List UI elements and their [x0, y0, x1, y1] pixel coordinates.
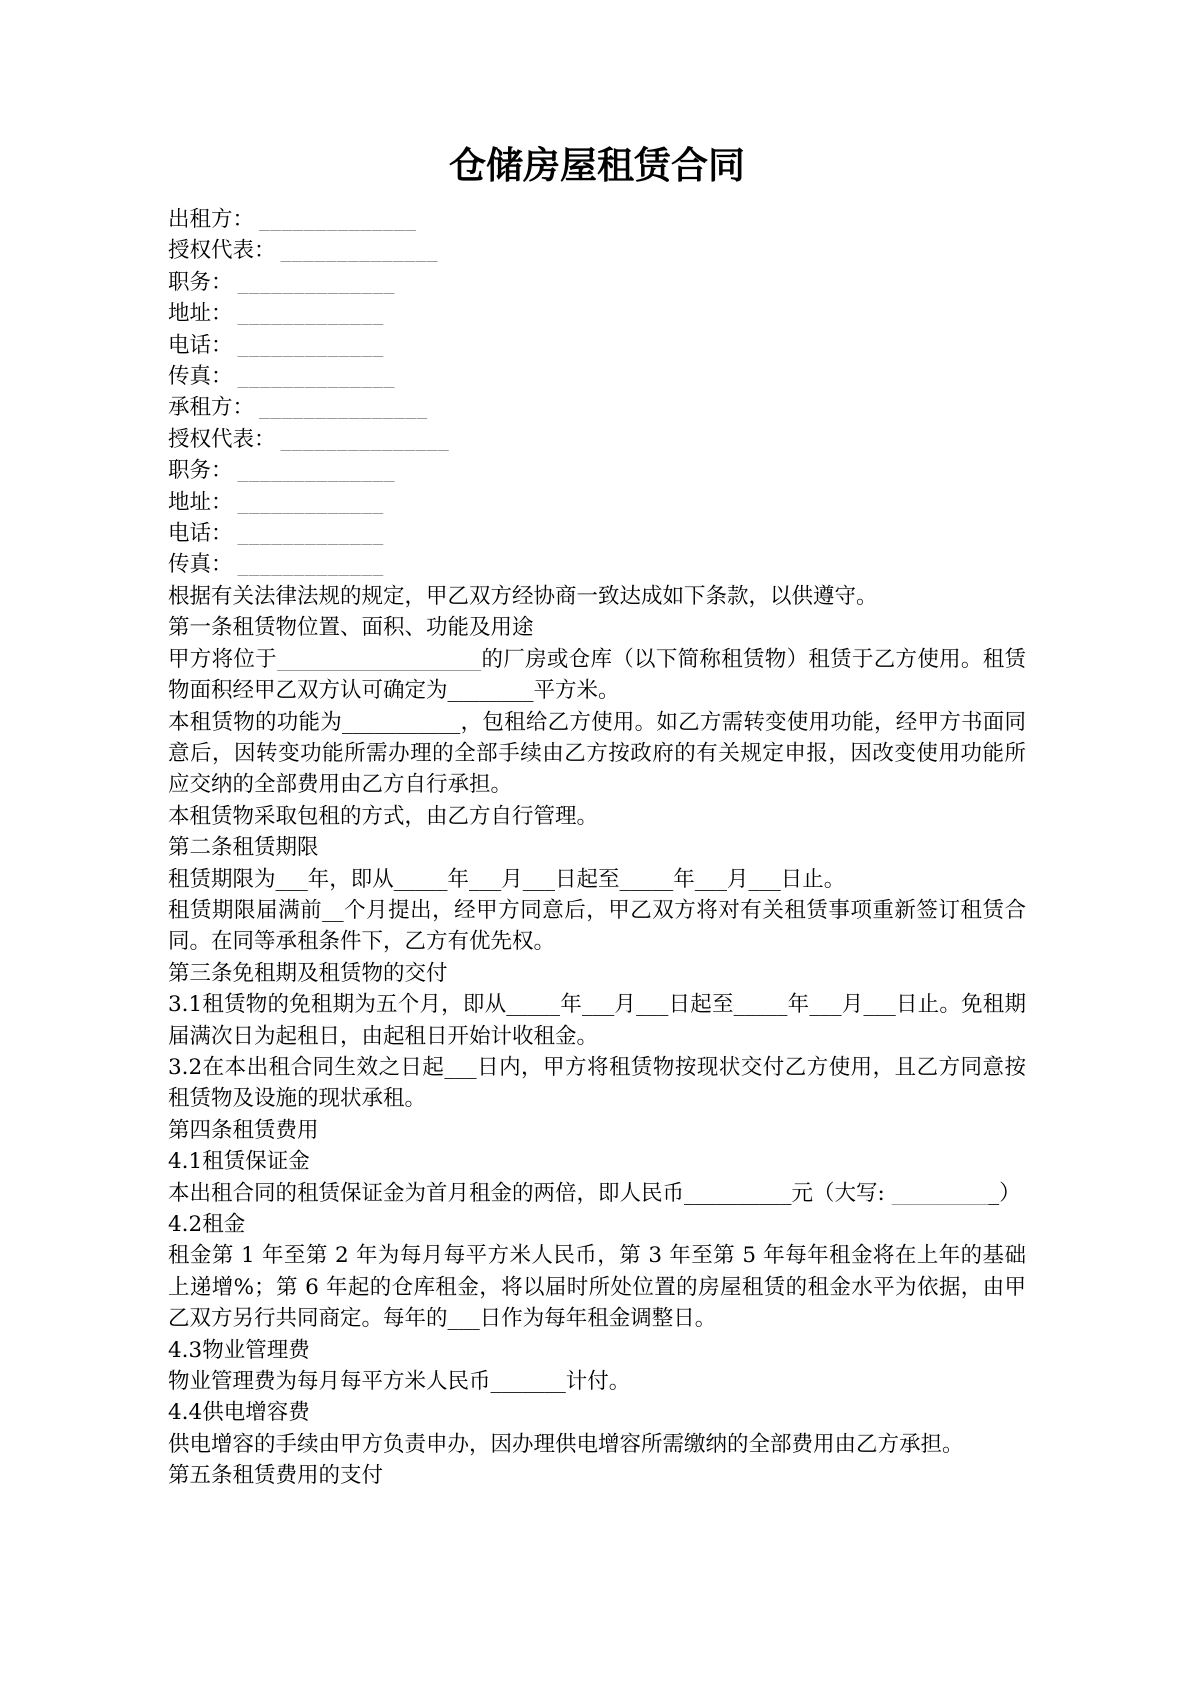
amount-words-blank-line: _________ — [891, 1180, 989, 1206]
field-blank-line: _____________ — [237, 521, 384, 547]
party-fields — [168, 204, 1026, 581]
article4-4-paragraph-power-fee: 供电增容的手续由甲方负责申办，因办理供电增容所需缴纳的全部费用由乙方承担。 — [168, 1431, 964, 1457]
field-label: 电话： — [168, 521, 233, 547]
location-blank-line: ___________________ — [276, 646, 482, 672]
field-row-lessee-address — [168, 487, 1026, 518]
paragraph-text: _） — [988, 1180, 1021, 1206]
field-blank-line: _____________ — [237, 332, 384, 358]
intro-paragraph: 根据有关法律法规的规定，甲乙双方经协商一致达成如下条款，以供遵守。 — [168, 583, 878, 609]
article2-paragraph-renewal: 租赁期限届满前__个月提出，经甲方同意后，甲乙双方将对有关租赁事项重新签订租赁合同。在同等承租条件下，乙方有优先权。 — [168, 897, 1026, 955]
field-blank-line: ______________ — [259, 207, 417, 232]
field-row-lessor-representative — [168, 235, 1026, 266]
field-label: 授权代表： — [168, 426, 276, 452]
field-label: 职务： — [168, 458, 233, 484]
field-row-lessor-fax — [168, 361, 1026, 392]
field-label: 地址： — [168, 301, 233, 327]
field-label: 职务： — [168, 269, 233, 295]
field-row-lessee-position — [168, 455, 1026, 486]
field-label: 承租方： — [168, 395, 255, 421]
article4-4-heading: 4.4供电增容费 — [168, 1400, 310, 1426]
article3-heading: 第三条免租期及租赁物的交付 — [168, 960, 448, 986]
article4-heading: 第四条租赁费用 — [168, 1117, 319, 1143]
field-row-lessor-address — [168, 298, 1026, 329]
field-label: 电话： — [168, 332, 233, 358]
article2-paragraph-term: 租赁期限为___年，即从_____年___月___日起至_____年___月___日止。 — [168, 866, 846, 892]
field-label: 地址： — [168, 489, 233, 515]
field-row-lessee-representative — [168, 424, 1026, 455]
article5-heading: 第五条租赁费用的支付 — [168, 1463, 384, 1489]
article4-3-paragraph-property-fee: 物业管理费为每月每平方米人民币_______计付。 — [168, 1369, 631, 1395]
field-label: 传真： — [168, 552, 233, 578]
field-label: 授权代表： — [168, 238, 276, 264]
paragraph-text: 甲方将位于 — [168, 646, 277, 672]
article4-2-paragraph-rent: 租金第 1 年至第 2 年为每月每平方米人民币，第 3 年至第 5 年每年租金将在上年的基础上递增%；第 6 年起的仓库租金，将以届时所处位置的房屋租赁的租金水平为依据，由甲乙双方另行共同商定。每年的___日作为每年租金调整日。 — [168, 1243, 1026, 1332]
article1-paragraph-function: 本租赁物的功能为___________，包租给乙方使用。如乙方需转变使用功能，经甲方书面同意后，因转变功能所需办理的全部手续由乙方按政府的有关规定申报，因改变使用功能所应交纳的全部费用由乙方自行承担。 — [168, 709, 1026, 798]
field-blank-line: ______________ — [237, 458, 396, 484]
field-blank-line: _______________ — [280, 426, 450, 452]
article3-paragraph-rentfree: 3.1租赁物的免租期为五个月，即从_____年___月___日起至_____年___月___日止。免租期届满次日为起租日，由起租日开始计收租金。 — [168, 992, 1026, 1049]
field-blank-line: ______________ — [237, 269, 396, 295]
article4-1-heading: 4.1租赁保证金 — [168, 1149, 310, 1175]
field-blank-line: ______________ — [280, 238, 439, 264]
field-blank-line: _______________ — [259, 395, 428, 421]
field-row-lessor-position — [168, 267, 1026, 298]
field-label: 传真： — [168, 364, 233, 390]
field-blank-line: _____________ — [237, 489, 384, 515]
paragraph-text: 的厂房或仓库（以下简称租赁物）租赁于乙方使用。租赁物面积经甲乙双方认可确定为________平方米。 — [168, 646, 1026, 704]
article1-paragraph-location — [168, 644, 1026, 707]
field-row-lessee-phone — [168, 518, 1026, 549]
field-row-lessor — [168, 204, 1026, 235]
paragraph-text: 本出租合同的租赁保证金为首月租金的两倍，即人民币__________元（大写: — [168, 1180, 892, 1206]
article2-heading: 第二条租赁期限 — [168, 835, 319, 861]
article4-3-heading: 4.3物业管理费 — [168, 1337, 310, 1363]
article3-paragraph-delivery: 3.2在本出租合同生效之日起___日内，甲方将租赁物按现状交付乙方使用，且乙方同意按租赁物及设施的现状承租。 — [168, 1054, 1026, 1112]
field-blank-line: _____________ — [237, 301, 384, 327]
field-blank-line: ______________ — [237, 364, 396, 390]
field-blank-line: _____________ — [237, 552, 384, 578]
field-row-lessee-fax — [168, 549, 1026, 580]
field-row-lessee — [168, 392, 1026, 423]
contract-body — [168, 581, 1026, 1492]
document-title: 仓储房屋租赁合同 — [449, 143, 745, 187]
article4-1-paragraph-deposit — [168, 1178, 1026, 1209]
article1-heading: 第一条租赁物位置、面积、功能及用途 — [168, 615, 534, 641]
field-row-lessor-phone — [168, 330, 1026, 361]
article1-paragraph-management: 本租赁物采取包租的方式，由乙方自行管理。 — [168, 803, 599, 829]
article4-2-heading: 4.2租金 — [168, 1212, 246, 1237]
field-label: 出租方： — [168, 207, 255, 232]
